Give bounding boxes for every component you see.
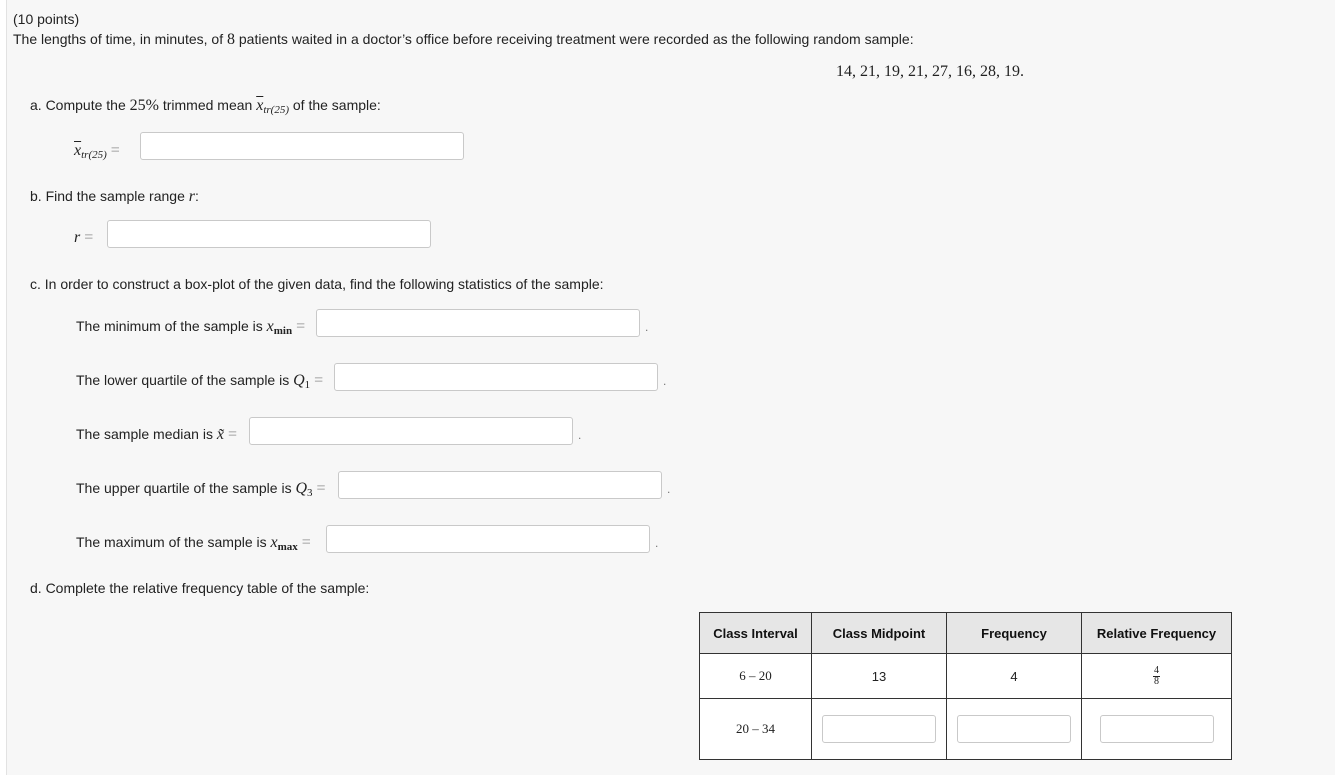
relative-frequency-cell [1082, 654, 1232, 699]
header-class-interval: Class Interval [700, 613, 812, 654]
table-header-row [700, 613, 1232, 654]
max-period: . [655, 536, 659, 550]
median-input[interactable] [249, 417, 573, 445]
part-a-prompt: a. Compute the 25% trimmed mean $\overline{x}tr(25)$ of the sample: [30, 97, 381, 116]
q3-label: The upper quartile of the sample is Q3 = [76, 480, 326, 499]
trimmed-mean-input[interactable] [140, 132, 464, 160]
part-c-prompt: c. In order to construct a box-plot of the given data, find the following statistics of the sample: [30, 276, 604, 292]
range-label: r = [74, 229, 94, 246]
class-midpoint-cell: 13 [812, 654, 947, 699]
median-period: . [578, 428, 582, 442]
max-label: The maximum of the sample is $x_{max}$ = [76, 534, 311, 553]
sample-values: 14, 21, 19, 21, 27, 16, 28, 19. [836, 63, 1024, 80]
relative-frequency-fraction: $\frac{4}{8}$ [1154, 664, 1159, 687]
frequency-cell [947, 699, 1082, 760]
header-relative-frequency: Relative Frequency [1082, 613, 1232, 654]
class-midpoint-input[interactable] [822, 715, 936, 743]
frequency-cell: 4 [947, 654, 1082, 699]
q3-input[interactable] [338, 471, 662, 499]
part-d-prompt: d. Complete the relative frequency table of the sample: [30, 580, 370, 596]
problem-statement: The lengths of time, in minutes, of 8 patients waited in a doctor’s office before receiving treatment were recorded as the following random sample: [13, 31, 914, 48]
range-input[interactable] [107, 220, 431, 248]
trimmed-mean-symbol: $\overline{x}tr(25)$ [256, 97, 289, 116]
q3-period: . [667, 482, 671, 496]
points-label: (10 points) [13, 11, 80, 27]
trimmed-mean-label: $\overline{x}tr(25)$ = [74, 142, 120, 161]
header-class-midpoint: Class Midpoint [812, 613, 947, 654]
min-label: The minimum of the sample is $x_{min}$ = [76, 318, 306, 337]
table-row [700, 654, 1232, 699]
class-interval-cell: 6 – 20 [700, 654, 812, 699]
frequency-table [699, 612, 1232, 760]
max-input[interactable] [326, 525, 650, 553]
q1-label: The lower quartile of the sample is Q1 = [76, 372, 324, 391]
frequency-input[interactable] [957, 715, 1071, 743]
part-b-prompt: b. Find the sample range r: [30, 188, 199, 205]
q1-input[interactable] [334, 363, 658, 391]
q1-period: . [663, 374, 667, 388]
table-row [700, 699, 1232, 760]
header-frequency: Frequency [947, 613, 1082, 654]
relative-frequency-input[interactable] [1100, 715, 1214, 743]
min-input[interactable] [316, 309, 640, 337]
relative-frequency-cell [1082, 699, 1232, 760]
class-midpoint-cell [812, 699, 947, 760]
min-period: . [645, 320, 649, 334]
median-label: The sample median is x̃ = [76, 426, 237, 443]
sample-size: 8 [227, 31, 235, 48]
class-interval-cell: 20 – 34 [700, 699, 812, 760]
